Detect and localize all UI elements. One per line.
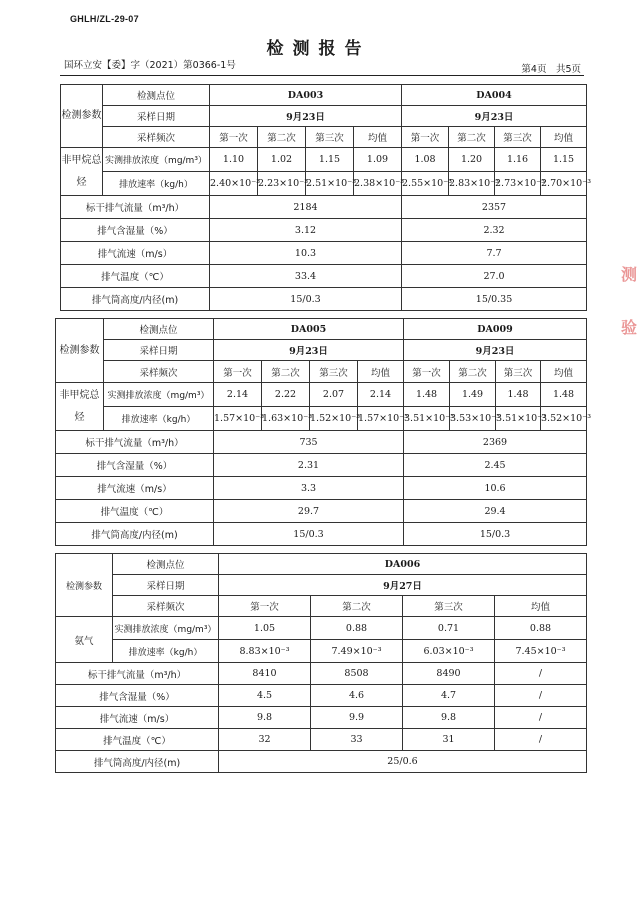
velocity-label: 排气流速（m/s）	[56, 477, 214, 500]
freq-header: 第二次	[262, 361, 310, 383]
value-cell: 2.73×10⁻³	[495, 172, 541, 196]
check-point-label: 检测点位	[104, 319, 214, 340]
point-name: DA006	[219, 554, 587, 575]
pollutant-label: 非甲烷总烃	[61, 148, 103, 196]
value-cell: 10.6	[404, 477, 587, 500]
value-cell: 2.31	[214, 454, 404, 477]
value-cell: 1.20	[449, 148, 495, 172]
sample-date: 9月23日	[402, 106, 587, 127]
freq-header: 第一次	[210, 127, 258, 148]
value-cell: 1.57×10⁻³	[358, 407, 404, 431]
sample-date: 9月23日	[214, 340, 404, 361]
conc-label: 实测排放浓度（mg/m³）	[104, 383, 214, 407]
moisture-label: 排气含湿量（%）	[61, 219, 210, 242]
check-point-label: 检测点位	[103, 85, 210, 106]
seal-stamp-fragment: 测 验	[621, 265, 637, 337]
sample-date-label: 采样日期	[113, 575, 219, 596]
freq-header: 均值	[495, 596, 587, 617]
value-cell: 15/0.3	[214, 523, 404, 546]
freq-header: 第二次	[258, 127, 306, 148]
value-cell: 6.03×10⁻³	[403, 640, 495, 663]
value-cell: 7.7	[402, 242, 587, 265]
freq-header: 第一次	[402, 127, 449, 148]
value-cell: 15/0.3	[210, 288, 402, 311]
sample-date-label: 采样日期	[104, 340, 214, 361]
velocity-label: 排气流速（m/s）	[56, 707, 219, 729]
stack-label: 排气筒高度/内径(m)	[56, 751, 219, 773]
value-cell: 3.12	[210, 219, 402, 242]
value-cell: 1.52×10⁻³	[310, 407, 358, 431]
value-cell: 1.15	[541, 148, 587, 172]
sample-freq-label: 采样频次	[103, 127, 210, 148]
freq-header: 第一次	[219, 596, 311, 617]
value-cell: 2.55×10⁻³	[402, 172, 449, 196]
sample-date: 9月27日	[219, 575, 587, 596]
flow-label: 标干排气流量（m³/h）	[56, 663, 219, 685]
pollutant-label: 氨气	[56, 617, 113, 663]
point-name: DA009	[404, 319, 587, 340]
value-cell: 25/0.6	[219, 751, 587, 773]
freq-header: 第三次	[495, 127, 541, 148]
value-cell: 2.23×10⁻³	[258, 172, 306, 196]
value-cell: 1.16	[495, 148, 541, 172]
sample-date: 9月23日	[210, 106, 402, 127]
value-cell: 2357	[402, 196, 587, 219]
freq-header: 均值	[354, 127, 402, 148]
rate-label: 排放速率（kg/h）	[113, 640, 219, 663]
value-cell: 15/0.3	[404, 523, 587, 546]
temp-label: 排气温度（℃）	[56, 729, 219, 751]
document-id: GHLH/ZL-29-07	[70, 14, 139, 24]
value-cell: 3.52×10⁻³	[541, 407, 587, 431]
value-cell: 1.02	[258, 148, 306, 172]
freq-header: 第三次	[496, 361, 541, 383]
freq-header: 第二次	[450, 361, 496, 383]
value-cell: 3.53×10⁻³	[450, 407, 496, 431]
value-cell: 2.83×10⁻³	[449, 172, 495, 196]
value-cell: 1.05	[219, 617, 311, 640]
value-cell: 31	[403, 729, 495, 751]
value-cell: 1.48	[496, 383, 541, 407]
value-cell: 1.48	[541, 383, 587, 407]
freq-header: 第二次	[311, 596, 403, 617]
value-cell: 33.4	[210, 265, 402, 288]
results-table-2	[55, 318, 592, 546]
temp-label: 排气温度（℃）	[61, 265, 210, 288]
value-cell: 2184	[210, 196, 402, 219]
check-params-label: 检测参数	[61, 85, 103, 148]
moisture-label: 排气含湿量（%）	[56, 685, 219, 707]
value-cell: 29.4	[404, 500, 587, 523]
stack-label: 排气筒高度/内径(m)	[56, 523, 214, 546]
value-cell: 15/0.35	[402, 288, 587, 311]
value-cell: 10.3	[210, 242, 402, 265]
results-table-3	[55, 553, 587, 773]
value-cell: 4.5	[219, 685, 311, 707]
value-cell: 2.14	[214, 383, 262, 407]
value-cell: 2.45	[404, 454, 587, 477]
value-cell: 1.09	[354, 148, 402, 172]
value-cell: 8508	[311, 663, 403, 685]
value-cell: 1.49	[450, 383, 496, 407]
value-cell: 8.83×10⁻³	[219, 640, 311, 663]
point-name: DA003	[210, 85, 402, 106]
page-indicator: 第4页 共5页	[521, 64, 581, 75]
freq-header: 第二次	[449, 127, 495, 148]
value-cell: 0.88	[311, 617, 403, 640]
value-cell: /	[495, 707, 587, 729]
value-cell: 3.51×10⁻³	[496, 407, 541, 431]
value-cell: 4.6	[311, 685, 403, 707]
rate-label: 排放速率（kg/h）	[103, 172, 210, 196]
flow-label: 标干排气流量（m³/h）	[61, 196, 210, 219]
point-name: DA004	[402, 85, 587, 106]
sample-freq-label: 采样频次	[104, 361, 214, 383]
value-cell: 29.7	[214, 500, 404, 523]
check-params-label: 检测参数	[56, 554, 113, 617]
sample-freq-label: 采样频次	[113, 596, 219, 617]
value-cell: 27.0	[402, 265, 587, 288]
sample-date-label: 采样日期	[103, 106, 210, 127]
value-cell: 2.22	[262, 383, 310, 407]
value-cell: 0.71	[403, 617, 495, 640]
value-cell: 3.3	[214, 477, 404, 500]
value-cell: 7.45×10⁻³	[495, 640, 587, 663]
report-title: 检测报告	[266, 39, 371, 59]
value-cell: 2.70×10⁻³	[541, 172, 587, 196]
sample-date: 9月23日	[404, 340, 587, 361]
value-cell: 7.49×10⁻³	[311, 640, 403, 663]
freq-header: 均值	[541, 127, 587, 148]
conc-label: 实测排放浓度（mg/m³）	[103, 148, 210, 172]
report-number: 国环立安【委】字（2021）第0366-1号	[64, 60, 236, 71]
value-cell: /	[495, 729, 587, 751]
value-cell: 2369	[404, 431, 587, 454]
freq-header: 第三次	[310, 361, 358, 383]
value-cell: 32	[219, 729, 311, 751]
value-cell: 33	[311, 729, 403, 751]
freq-header: 第一次	[404, 361, 450, 383]
value-cell: 2.38×10⁻³	[354, 172, 402, 196]
freq-header: 第三次	[306, 127, 354, 148]
freq-header: 均值	[358, 361, 404, 383]
value-cell: 4.7	[403, 685, 495, 707]
value-cell: 8410	[219, 663, 311, 685]
freq-header: 均值	[541, 361, 587, 383]
value-cell: 2.51×10⁻³	[306, 172, 354, 196]
value-cell: 9.8	[219, 707, 311, 729]
freq-header: 第三次	[403, 596, 495, 617]
value-cell: 0.88	[495, 617, 587, 640]
value-cell: 9.9	[311, 707, 403, 729]
check-params-label: 检测参数	[56, 319, 104, 383]
moisture-label: 排气含湿量（%）	[56, 454, 214, 477]
value-cell: 2.40×10⁻³	[210, 172, 258, 196]
value-cell: 1.57×10⁻³	[214, 407, 262, 431]
value-cell: 735	[214, 431, 404, 454]
value-cell: 2.07	[310, 383, 358, 407]
value-cell: /	[495, 685, 587, 707]
value-cell: /	[495, 663, 587, 685]
header-rule	[60, 75, 584, 76]
value-cell: 1.63×10⁻³	[262, 407, 310, 431]
value-cell: 1.08	[402, 148, 449, 172]
conc-label: 实测排放浓度（mg/m³）	[113, 617, 219, 640]
pollutant-label: 非甲烷总烃	[56, 383, 104, 431]
value-cell: 1.48	[404, 383, 450, 407]
value-cell: 3.51×10⁻³	[404, 407, 450, 431]
rate-label: 排放速率（kg/h）	[104, 407, 214, 431]
freq-header: 第一次	[214, 361, 262, 383]
check-point-label: 检测点位	[113, 554, 219, 575]
value-cell: 1.10	[210, 148, 258, 172]
temp-label: 排气温度（℃）	[56, 500, 214, 523]
value-cell: 8490	[403, 663, 495, 685]
results-table-1	[60, 84, 592, 311]
flow-label: 标干排气流量（m³/h）	[56, 431, 214, 454]
value-cell: 1.15	[306, 148, 354, 172]
point-name: DA005	[214, 319, 404, 340]
velocity-label: 排气流速（m/s）	[61, 242, 210, 265]
value-cell: 9.8	[403, 707, 495, 729]
stack-label: 排气筒高度/内径(m)	[61, 288, 210, 311]
value-cell: 2.14	[358, 383, 404, 407]
value-cell: 2.32	[402, 219, 587, 242]
